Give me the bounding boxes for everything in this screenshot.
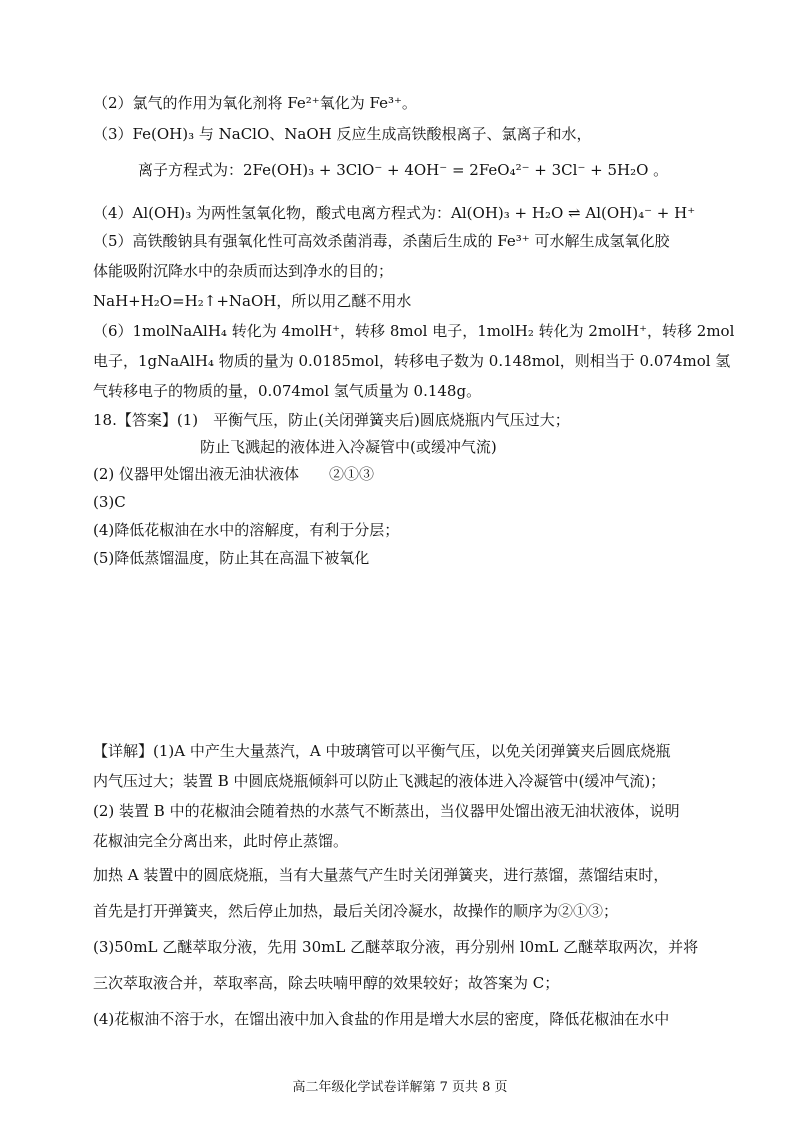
text-line: (5)降低蒸馏温度，防止其在高温下被氧化: [93, 549, 370, 567]
text-line: （4）Al(OH)₃ 为两性氢氧化物，酸式电离方程式为：Al(OH)₃ + H₂O ⇌ Al(OH)₄⁻ + H⁺: [93, 204, 696, 222]
page-footer: 高二年级化学试卷详解第 7 页共 8 页: [292, 1080, 508, 1095]
text-line: 花椒油完全分离出来，此时停止蒸馏。: [93, 832, 349, 850]
text-line: 内气压过大；装置 B 中圆底烧瓶倾斜可以防止飞溅起的液体进入冷凝管中(缓冲气流)；: [93, 772, 666, 790]
text-line: （3）Fe(OH)₃ 与 NaClO、NaOH 反应生成高铁酸根离子、氯离子和水，: [93, 125, 592, 143]
text-line: 三次萃取液合并，萃取率高，除去呋喃甲醇的效果较好；故答案为 C；: [93, 974, 560, 992]
equation-line: 离子方程式为：2Fe(OH)₃ + 3ClO⁻ + 4OH⁻ = 2FeO₄²⁻ + 3Cl⁻ + 5H₂O 。: [138, 161, 669, 179]
text-line: (2) 装置 B 中的花椒油会随着热的水蒸气不断蒸出，当仪器甲处馏出液无油状液体，说明: [93, 802, 680, 820]
text-line: （5）高铁酸钠具有强氧化性可高效杀菌消毒，杀菌后生成的 Fe³⁺ 可水解生成氢氧化胶: [93, 232, 670, 250]
text-line: (2) 仪器甲处馏出液无油状液体 ②①③: [93, 465, 375, 483]
text-line: (3)C: [93, 493, 126, 511]
text-line: 加热 A 装置中的圆底烧瓶，当有大量蒸气产生时关闭弹簧夹，进行蒸馏，蒸馏结束时，: [93, 866, 669, 884]
text-line: 气转移电子的物质的量，0.074mol 氢气质量为 0.148g。: [93, 382, 482, 400]
detail-heading: 【详解】(1)A 中产生大量蒸汽，A 中玻璃管可以平衡气压，以免关闭弹簧夹后圆底烧瓶: [93, 742, 671, 760]
text-line: （6）1molNaAlH₄ 转化为 4molH⁺，转移 8mol 电子，1molH₂ 转化为 2molH⁺，转移 2mol: [93, 322, 735, 340]
answer-heading: 18.【答案】(1) 平衡气压，防止(关闭弹簧夹后)圆底烧瓶内气压过大；: [93, 411, 570, 429]
text-line: 电子，1gNaAlH₄ 物质的量为 0.0185mol，转移电子数为 0.148mol，则相当于 0.074mol 氢: [93, 352, 731, 370]
text-line: NaH+H₂O=H₂↑+NaOH，所以用乙醚不用水: [93, 292, 412, 310]
text-line: （2）氯气的作用为氧化剂将 Fe²⁺氧化为 Fe³⁺。: [93, 94, 417, 112]
text-line: 防止飞溅起的液体进入冷凝管中(或缓冲气流): [200, 438, 497, 456]
text-line: (4)降低花椒油在水中的溶解度，有利于分层；: [93, 521, 400, 539]
text-line: 首先是打开弹簧夹，然后停止加热，最后关闭冷凝水，故操作的顺序为②①③；: [93, 902, 619, 920]
text-line: (3)50mL 乙醚萃取分液，先用 30mL 乙醚萃取分液，再分别州 l0mL 乙醚萃取两次，并将: [93, 938, 699, 956]
text-line: 体能吸附沉降水中的杂质而达到净水的目的；: [93, 262, 394, 280]
text-line: (4)花椒油不溶于水，在馏出液中加入食盐的作用是增大水层的密度，降低花椒油在水中: [93, 1010, 670, 1028]
